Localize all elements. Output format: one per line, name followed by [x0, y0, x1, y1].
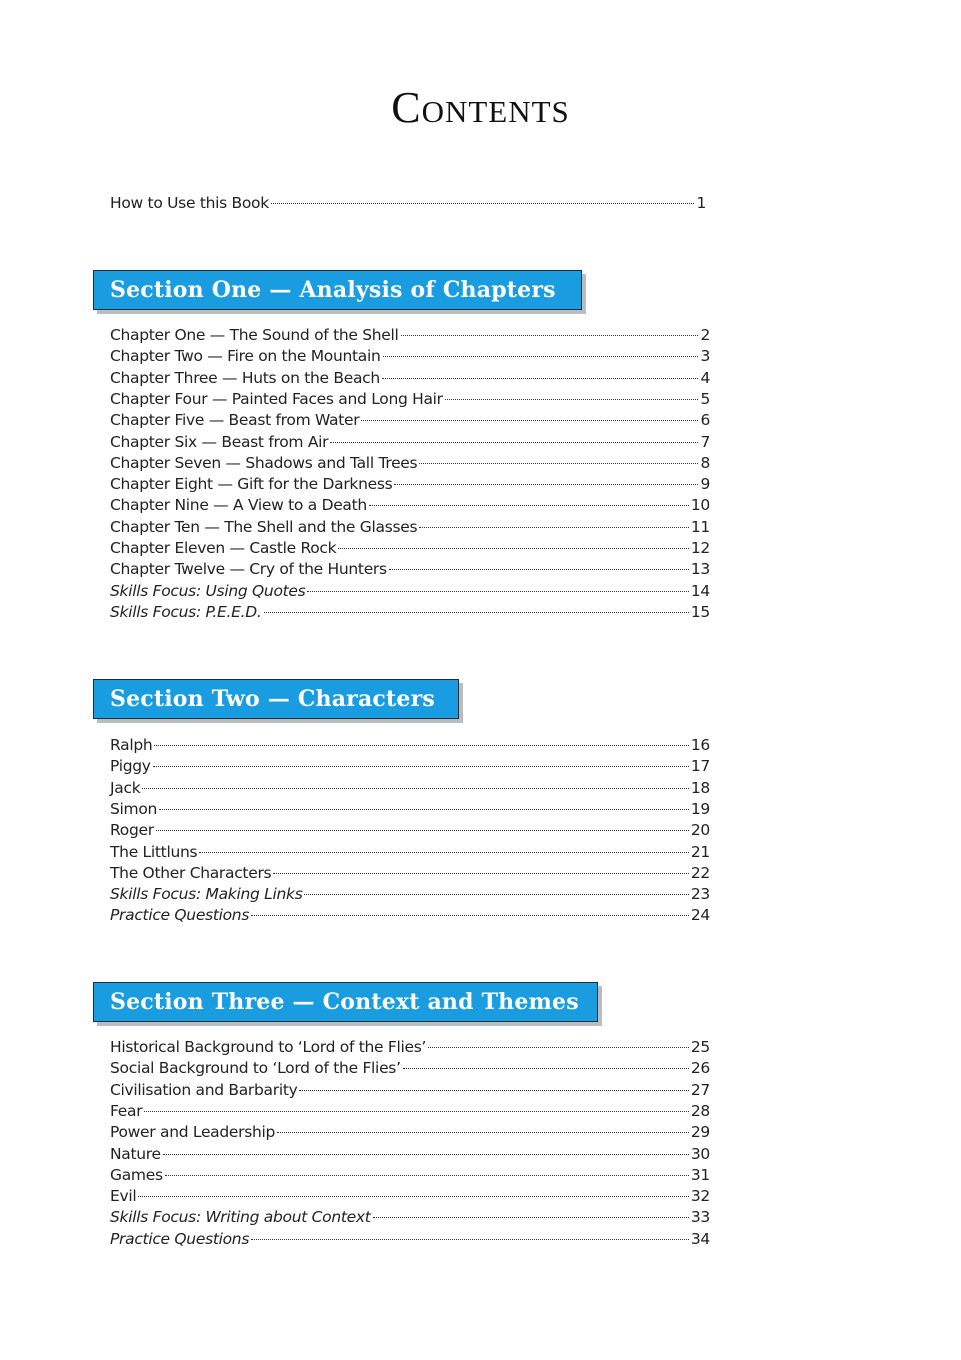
toc-entry[interactable] — [110, 603, 710, 624]
section-heading-text: Section Two — Characters — [110, 686, 435, 712]
toc-entry[interactable] — [110, 736, 710, 757]
dot-leader — [153, 765, 689, 767]
dot-leader — [445, 398, 699, 400]
toc-entry[interactable] — [110, 757, 710, 778]
toc-entry[interactable] — [110, 454, 710, 475]
toc-entry[interactable] — [110, 1187, 710, 1208]
dot-leader — [394, 483, 698, 485]
dot-leader — [304, 893, 688, 895]
dot-leader — [199, 851, 689, 853]
toc-entry-page: 26 — [690, 1059, 710, 1078]
dot-leader — [154, 744, 688, 746]
dot-leader — [163, 1153, 689, 1155]
toc-entry-label: Chapter Nine — A View to a Death — [110, 496, 367, 515]
toc-entry-label: Chapter Two — Fire on the Mountain — [110, 347, 381, 366]
toc-entry-page: 18 — [690, 778, 710, 797]
section-heading-text: Section Three — Context and Themes — [110, 989, 579, 1015]
toc-entry[interactable] — [110, 843, 710, 864]
toc-entry[interactable] — [110, 1208, 710, 1229]
dot-leader — [373, 1216, 689, 1218]
toc-entry[interactable] — [110, 800, 710, 821]
toc-entry-label: Jack — [110, 778, 141, 797]
toc-entry-page: 16 — [690, 736, 710, 754]
toc-entry-label: Chapter Six — Beast from Air — [110, 432, 329, 451]
toc-entry-page: 11 — [690, 517, 710, 536]
toc-entry[interactable] — [110, 885, 710, 906]
toc-entry[interactable] — [110, 475, 710, 496]
toc-entry[interactable] — [110, 864, 710, 885]
dot-leader — [264, 611, 689, 613]
dot-leader — [144, 1110, 689, 1112]
toc-entry[interactable] — [110, 1081, 710, 1102]
toc-entry-label: The Littluns — [110, 842, 198, 861]
dot-leader — [165, 1174, 689, 1176]
toc-entry[interactable] — [110, 433, 710, 454]
toc-entry-label: Chapter Eleven — Castle Rock — [110, 539, 337, 557]
section-heading-text: Section One — Analysis of Chapters — [110, 277, 556, 303]
toc-entry-label: Roger — [110, 821, 154, 840]
toc-entry-label: Skills Focus: Using Quotes — [110, 581, 306, 600]
toc-entry-page: 27 — [690, 1080, 710, 1099]
toc-entry[interactable] — [110, 582, 710, 603]
toc-entry-label: Ralph — [110, 736, 153, 754]
toc-entry-label: Practice Questions — [110, 906, 250, 925]
toc-entry-label: Practice Questions — [110, 1229, 250, 1248]
toc-entry-page: 24 — [690, 906, 710, 925]
dot-leader — [419, 462, 698, 464]
toc-entry-label: Piggy — [110, 757, 151, 776]
toc-entry[interactable] — [110, 326, 710, 347]
toc-entry-label: Chapter Four — Painted Faces and Long Hair — [110, 389, 443, 408]
toc-entry-page: 14 — [690, 581, 710, 600]
section-heading-three — [93, 982, 598, 1022]
toc-entry[interactable] — [110, 1059, 710, 1080]
dot-leader — [156, 829, 689, 831]
toc-entry-label: Social Background to ‘Lord of the Flies’ — [110, 1059, 401, 1078]
toc-entry-label: Games — [110, 1165, 163, 1184]
dot-leader — [338, 547, 689, 549]
toc-entry[interactable] — [110, 1230, 710, 1251]
toc-entry-label: Chapter Eight — Gift for the Darkness — [110, 475, 393, 494]
section-heading-one — [93, 270, 582, 310]
toc-entry-how-to-use[interactable] — [110, 194, 706, 215]
toc-entry-page: 12 — [690, 539, 710, 557]
dot-leader — [403, 1067, 689, 1069]
dot-leader — [428, 1046, 689, 1048]
toc-entry-label: Simon — [110, 799, 158, 818]
toc-entry-page: 2 — [700, 326, 710, 344]
toc-entry-page: 34 — [690, 1229, 710, 1248]
toc-entry[interactable] — [110, 560, 710, 581]
toc-entry-page: 7 — [700, 432, 710, 451]
toc-entry-page: 23 — [690, 885, 710, 904]
toc-entry-page: 9 — [700, 475, 710, 494]
dot-leader — [330, 441, 698, 443]
dot-leader — [419, 526, 689, 528]
toc-entry[interactable] — [110, 821, 710, 842]
toc-entry-label: Evil — [110, 1187, 137, 1206]
toc-entry-page: 6 — [700, 411, 710, 430]
toc-entry-page: 30 — [690, 1144, 710, 1163]
toc-entry-label: Chapter Three — Huts on the Beach — [110, 368, 380, 387]
dot-leader — [159, 808, 689, 810]
toc-entry-label: Power and Leadership — [110, 1123, 276, 1142]
toc-entry[interactable] — [110, 779, 710, 800]
toc-entry-page: 31 — [690, 1165, 710, 1184]
toc-entry-label: Chapter Five — Beast from Water — [110, 411, 360, 430]
dot-leader — [277, 1131, 689, 1133]
toc-entry-page: 29 — [690, 1123, 710, 1142]
toc-entry-label: Skills Focus: P.E.E.D. — [110, 602, 262, 621]
toc-entry-page: 20 — [690, 821, 710, 840]
toc-entry[interactable] — [110, 369, 710, 390]
toc-entry-label: Chapter One — The Sound of the Shell — [110, 326, 399, 344]
toc-entry-page: 4 — [700, 368, 710, 387]
dot-leader — [273, 872, 689, 874]
toc-entry[interactable] — [110, 906, 710, 927]
toc-entry[interactable] — [110, 518, 710, 539]
toc-entry-page: 13 — [690, 560, 710, 579]
dot-leader — [401, 334, 699, 336]
toc-entry-page: 17 — [690, 757, 710, 776]
toc-entry-label: Chapter Seven — Shadows and Tall Trees — [110, 453, 418, 472]
toc-entry[interactable] — [110, 1038, 710, 1059]
dot-leader — [361, 419, 698, 421]
dot-leader — [251, 914, 689, 916]
toc-entry-label: Nature — [110, 1144, 161, 1163]
toc-entry[interactable] — [110, 1145, 710, 1166]
toc-entry-page: 19 — [690, 799, 710, 818]
toc-entry-page: 25 — [690, 1038, 710, 1056]
toc-entry-page: 28 — [690, 1101, 710, 1120]
dot-leader — [383, 355, 699, 357]
toc-entry[interactable] — [110, 1123, 710, 1144]
dot-leader — [138, 1195, 688, 1197]
toc-entry[interactable] — [110, 347, 710, 368]
dot-leader — [299, 1089, 688, 1091]
dot-leader — [271, 202, 695, 204]
toc-entry-page: 3 — [700, 347, 710, 366]
dot-leader — [389, 568, 689, 570]
toc-entry[interactable] — [110, 1102, 710, 1123]
dot-leader — [307, 590, 688, 592]
toc-entry-page: 15 — [690, 602, 710, 621]
dot-leader — [369, 504, 689, 506]
toc-entry-label: Historical Background to ‘Lord of the Flies’ — [110, 1038, 427, 1056]
toc-entry-page: 33 — [690, 1208, 710, 1227]
toc-entry-label: The Other Characters — [110, 863, 272, 882]
dot-leader — [251, 1238, 689, 1240]
toc-entry-label: Chapter Twelve — Cry of the Hunters — [110, 560, 387, 579]
section-heading-two — [93, 679, 459, 719]
page-title: Contents — [391, 83, 570, 132]
toc-entry-label: Fear — [110, 1101, 143, 1120]
toc-entry-label: Civilisation and Barbarity — [110, 1080, 298, 1099]
toc-entry-page: 1 — [696, 194, 706, 212]
toc-entry[interactable] — [110, 1166, 710, 1187]
toc-entry-page: 8 — [700, 453, 710, 472]
toc-entry-label: Skills Focus: Making Links — [110, 885, 303, 904]
toc-entry-page: 5 — [700, 389, 710, 408]
toc-entry-label: How to Use this Book — [110, 194, 269, 212]
toc-entry-page: 32 — [690, 1187, 710, 1206]
toc-entry[interactable] — [110, 539, 710, 560]
dot-leader — [382, 377, 699, 379]
toc-entry-label: Skills Focus: Writing about Context — [110, 1208, 371, 1227]
toc-entry[interactable] — [110, 390, 710, 411]
dot-leader — [142, 787, 689, 789]
toc-entry-page: 22 — [690, 863, 710, 882]
toc-entry-label: Chapter Ten — The Shell and the Glasses — [110, 517, 418, 536]
toc-entry-page: 10 — [690, 496, 710, 515]
toc-entry[interactable] — [110, 496, 710, 517]
toc-entry[interactable] — [110, 411, 710, 432]
toc-entry-page: 21 — [690, 842, 710, 861]
